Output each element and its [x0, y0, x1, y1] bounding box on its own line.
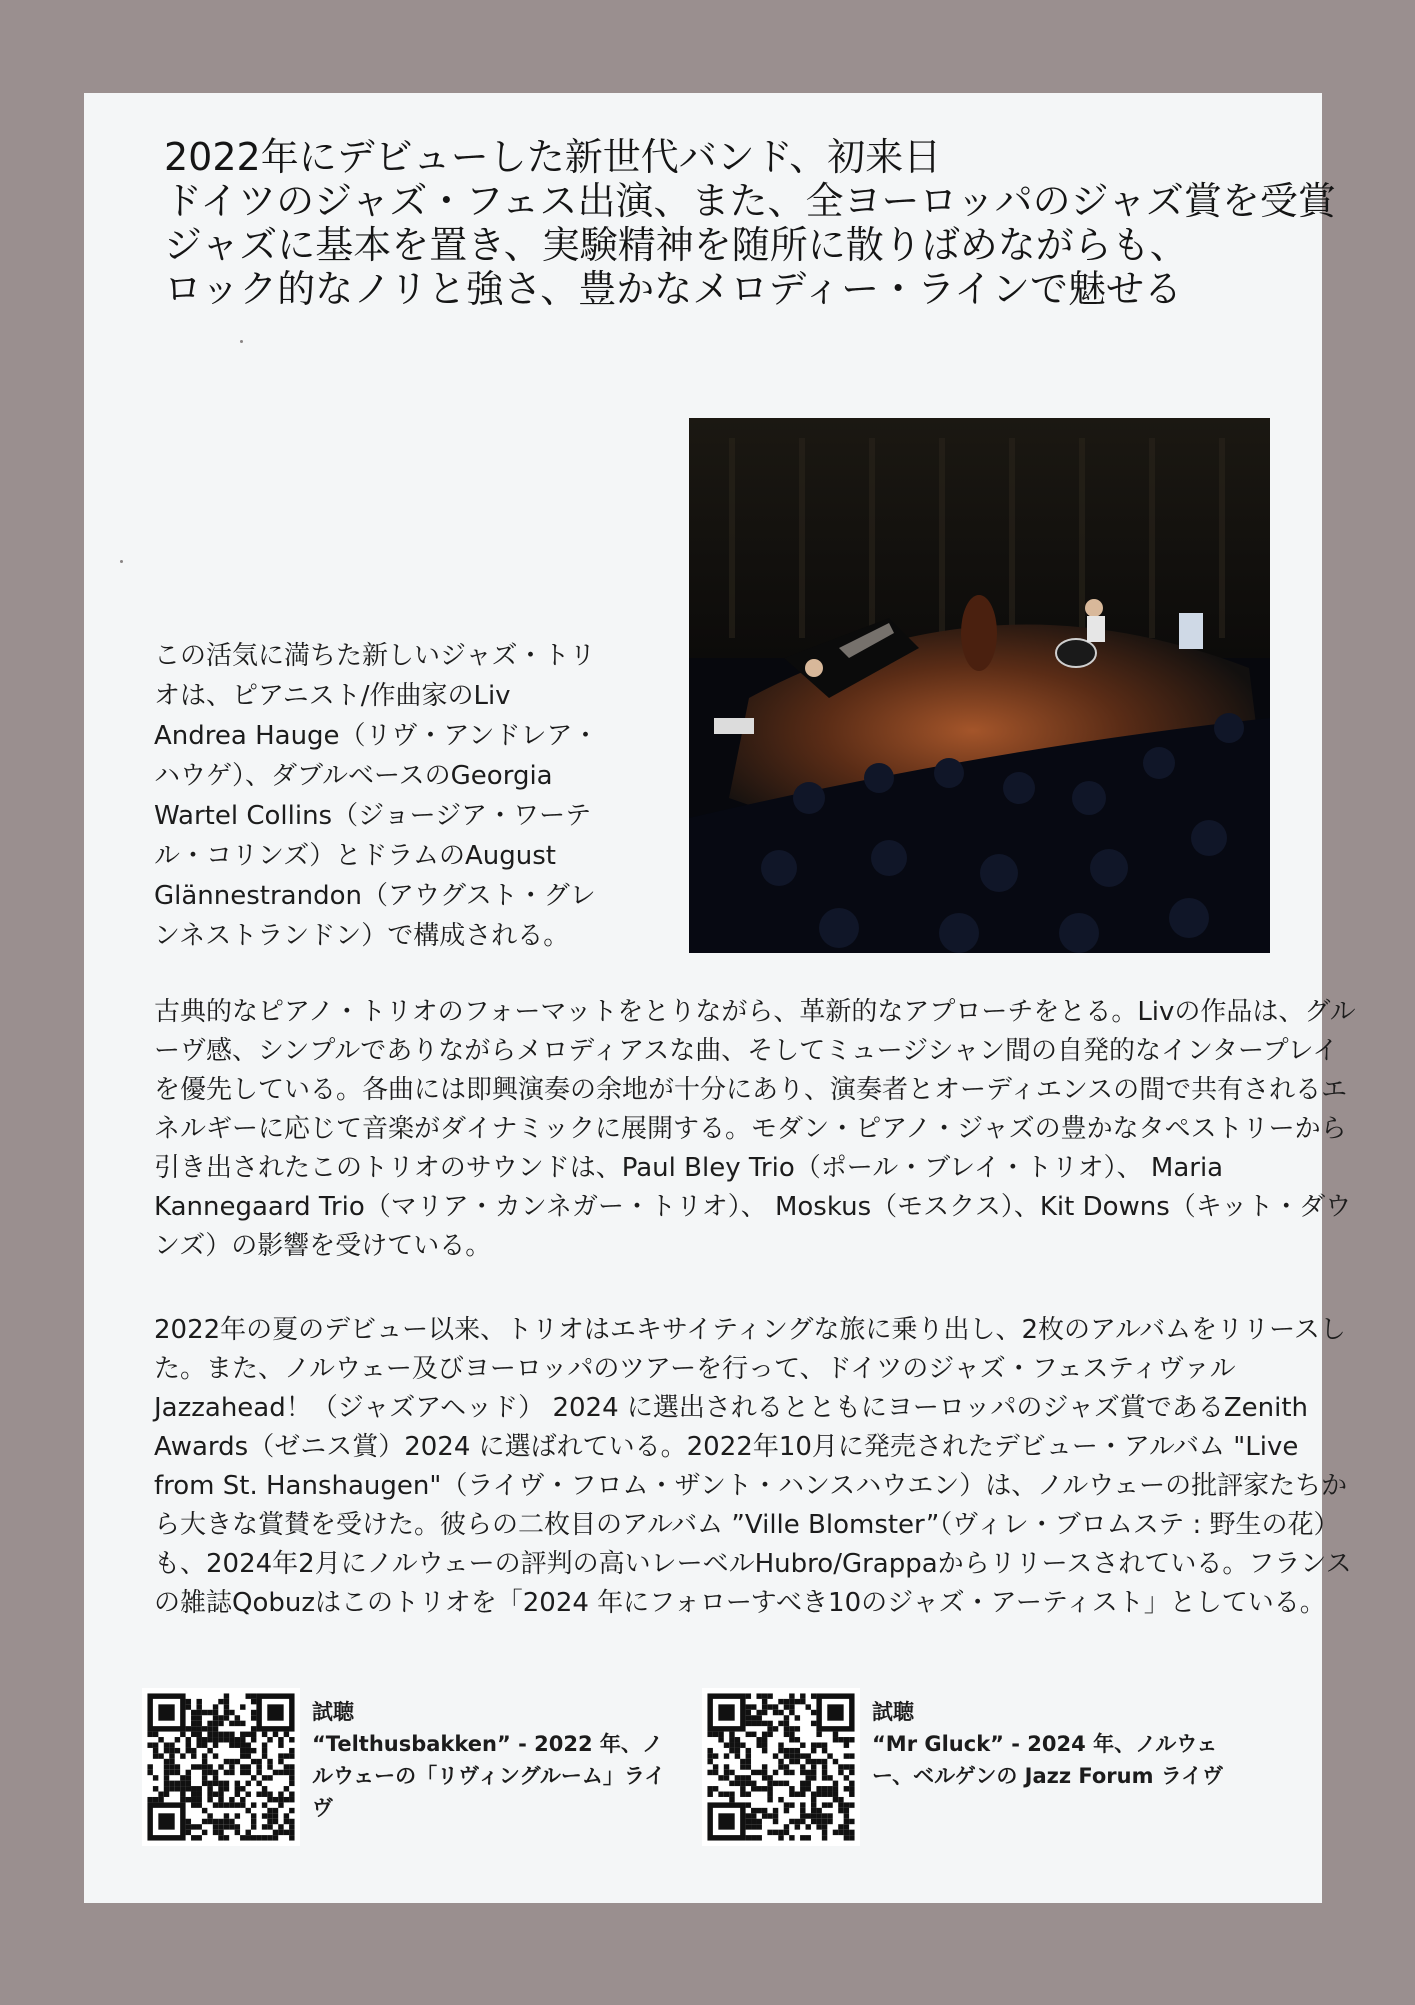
qr-code-icon[interactable]: [142, 1688, 300, 1846]
body-paragraph-2: 2022年の夏のデビュー以来、トリオはエキサイティングな旅に乗り出し、2枚のアルバムをリリースした。また、ノルウェー及びヨーロッパのツアーを行って、ドイツのジャズ・フェスティヴァル Jazzahead！（ジャズアヘッド） 2024 に選出されるとともにヨーロッパのジャズ賞であるZenith Awards（ゼニス賞）2024 に選ばれている。2022年10月に発売されたデビュー・アルバム "Live from St. Hanshaugen"（ライヴ・フロム・ザント・ハンスハウエン）は、ノルウェーの批評家たちから大きな賞賛を受けた。彼らの二枚目のアルバム ”Ville Blomster”（ヴィレ・ブロムステ : 野生の花）も、2024年2月にノルウェーの評判の高いレーベルHubro/Grappaからリリースされている。フランスの雑誌Qobuzはこのトリオを「2024 年にフォローすべき10のジャズ・アーティスト」としている。: [154, 1315, 1352, 1618]
listen-label: 試聴: [872, 1700, 914, 1724]
headline-line-1: 2022年にデビューした新世代バンド、初来日: [164, 135, 942, 179]
qr-code-icon[interactable]: [702, 1688, 860, 1846]
headline-line-3: ジャズに基本を置き、実験精神を随所に散りばめながらも、: [164, 223, 1188, 267]
headline-line-2: ドイツのジャズ・フェス出演、また、全ヨーロッパのジャズ賞を受賞: [164, 179, 1336, 223]
listen-description: “Telthusbakken” - 2022 年、ノルウェーの「リヴィングルーム」ライヴ: [312, 1732, 666, 1820]
paper-speck: [120, 560, 123, 563]
listen-description: “Mr Gluck” - 2024 年、ノルウェー、ベルゲンの Jazz Forum ライヴ: [872, 1732, 1224, 1788]
body-paragraph-1: 古典的なピアノ・トリオのフォーマットをとりながら、革新的なアプローチをとる。Livの作品は、グルーヴ感、シンプルでありながらメロディアスな曲、そしてミュージシャン間の自発的なインタープレイを優先している。各曲には即興演奏の余地が十分にあり、演奏者とオーディエンスの間で共有されるエネルギーに応じて音楽がダイナミックに展開する。モダン・ピアノ・ジャズの豊かなタペストリーから引き出されたこのトリオのサウンドは、Paul Bley Trio（ポール・ブレイ・トリオ）、 Maria Kannegaard Trio（マリア・カンネガー・トリオ）、 Moskus（モスクス）、Kit Downs（キット・ダウンズ）の影響を受けている。: [154, 997, 1356, 1261]
headline: [164, 135, 1336, 311]
intro-text: この活気に満ちた新しいジャズ・トリオは、ピアニスト/作曲家のLiv Andrea Hauge（リヴ・アンドレア・ハウゲ）、ダブルベースのGeorgia Wartel Collins（ジョージア・ワーテル・コリンズ）とドラムのAugust Glännestrandon（アウグスト・グレンネストランドン）で構成される。: [154, 641, 599, 951]
listen-label: 試聴: [312, 1700, 354, 1724]
headline-line-4: ロック的なノリと強さ、豊かなメロディー・ラインで魅せる: [164, 267, 1183, 311]
concert-photo: [689, 418, 1270, 953]
paper-speck: [240, 340, 243, 343]
listen-text-1: [312, 1696, 682, 1824]
flyer-sheet: [84, 93, 1356, 1903]
listen-text-2: [872, 1696, 1242, 1792]
